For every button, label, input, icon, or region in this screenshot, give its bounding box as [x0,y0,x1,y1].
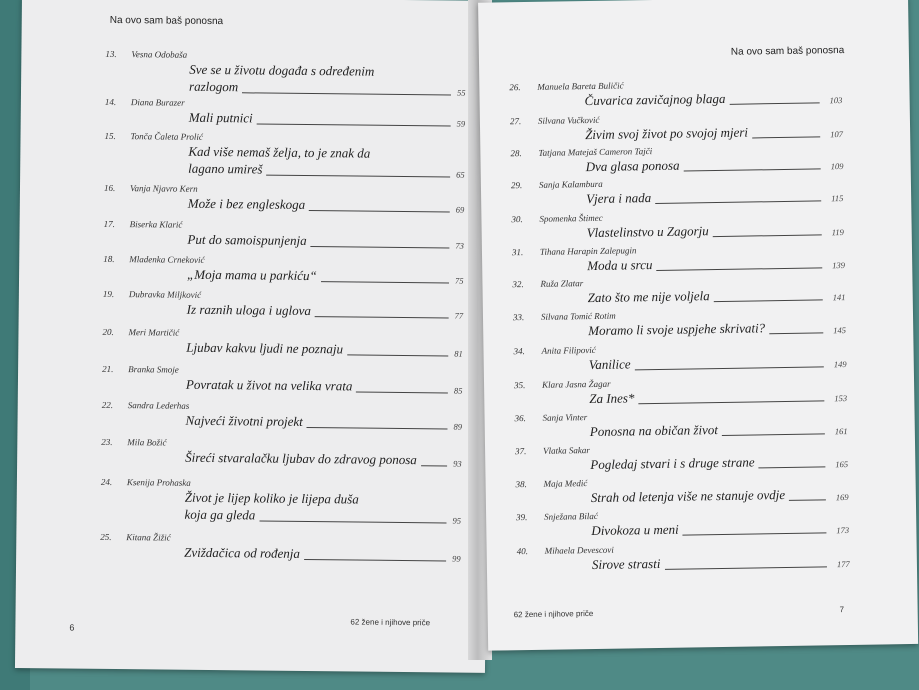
entry-author: Mladenka Crneković [129,254,205,265]
entry-page-number: 165 [835,458,849,470]
entry-page-number: 73 [455,240,464,251]
leader-line [769,332,823,334]
entry-page-number: 65 [456,169,465,180]
toc-entry [485,440,915,473]
toc-entry [485,407,915,440]
leader-line [655,200,821,204]
entry-page-number: 85 [453,385,463,396]
entry-title: Put do samoispunjenja [187,231,307,248]
running-header: Na ovo sam baš ponosna [109,14,224,28]
entry-number: 37. [515,446,527,457]
leader-line [682,532,826,535]
entry-number: 21. [102,363,114,374]
leader-line [304,559,446,561]
entry-page-number: 81 [454,348,463,359]
entry-author: Maja Medić [543,478,588,489]
entry-page-number: 93 [453,458,462,469]
leader-line [665,566,827,570]
toc-entry [483,306,913,339]
entry-number: 36. [514,413,526,424]
leader-line [638,400,824,404]
entry-page-number: 109 [830,161,844,172]
entry-title: Život je lijep koliko je lijepa duša [184,489,359,507]
entry-title: Iz raznih uloga i uglova [186,301,312,319]
leader-line [257,123,451,126]
entry-number: 23. [101,436,113,447]
toc-entry [486,473,916,506]
entry-page-number: 161 [834,426,848,437]
entry-title: Zato što me nije voljela [587,288,710,306]
toc-entry [16,531,486,564]
entry-author: Silvana Tomić Rotim [540,310,616,322]
entry-page-number: 99 [452,553,461,564]
toc-entry [484,374,914,407]
toc-entry [19,326,489,359]
entry-author: Anita Filipović [541,344,596,356]
entry-page-number: 75 [454,275,464,286]
entry-title: Pogledaj stvari i s druge strane [590,454,755,473]
entry-author: Mihaela Devescovi [544,544,614,556]
entry-author: Manuela Bareta Buličić [537,80,624,92]
entry-number: 39. [516,512,528,523]
toc-entry [21,48,491,98]
entry-number: 19. [102,288,115,299]
leader-line [321,281,449,283]
entry-author: Mila Božić [127,437,167,448]
entry-page-number: 141 [832,292,846,303]
entry-author: Vanja Njavro Kern [129,183,198,194]
leader-line [635,366,824,370]
running-header: Na ovo sam baš ponosna [730,45,845,58]
entry-title: Najveći životni projekt [185,412,303,429]
entry-number: 17. [103,218,115,229]
entry-page-number: 103 [829,95,843,106]
entry-number: 25. [100,531,112,542]
leader-line [730,102,820,104]
leader-line [242,92,451,95]
entry-title: Šireći stvaralačku ljubav do zdravog ponosa [185,449,417,468]
entry-author: Klara Jasna Žagar [541,378,611,390]
entry-title: Dva glasa ponosa [585,157,680,175]
entry-title: Vanilice [588,356,631,373]
leader-line [421,465,447,466]
leader-line [347,354,448,356]
entry-author: Meri Martičić [128,327,180,338]
entry-title: Mali putnici [188,109,253,126]
leader-line [714,299,823,302]
entry-author: Diana Burazer [130,97,185,108]
toc-entry [21,96,491,129]
entry-title: Kad više nemaš želja, to je znak da [188,143,371,161]
entry-number: 33. [512,312,525,323]
entry-page-number: 95 [452,515,462,526]
entry-title: Sve se u životu događa s određenim [189,61,375,79]
toc-entry [481,208,911,241]
entry-number: 40. [516,546,528,557]
entry-title: Sirove strasti [591,555,661,573]
entry-title: Ponosna na običan život [589,422,719,440]
entry-title: Može i bez engleskoga [187,195,306,212]
entry-page-number: 119 [831,227,844,238]
entry-number: 28. [510,148,522,159]
entry-author: Sandra Lederhas [127,400,190,411]
entry-title: Ljubav kakvu ljudi ne poznaju [186,339,344,357]
entry-title: Vjera i nada [586,190,652,207]
leader-line [789,499,826,501]
entry-author: Ksenija Prohaska [126,477,191,488]
toc-entry [20,218,490,251]
entry-author: Tonča Čaleta Prolić [130,131,203,142]
entry-author: Snježana Bilać [544,510,598,522]
entry-author: Kitana Žižić [126,532,171,543]
toc-entry [482,241,912,274]
entry-author: Dubravka Miljković [128,289,202,300]
entry-title: Povratak u život na velika vrata [185,376,353,394]
toc-entry [487,540,917,573]
entry-page-number: 89 [453,421,463,432]
entry-page-number: 59 [456,118,466,129]
leader-line [713,234,822,237]
entry-author: Ruža Zlatar [540,278,584,289]
entry-number: 30. [511,214,523,225]
toc-entry [20,182,490,215]
entry-number: 34. [513,346,525,357]
entry-title: Vlastelinstvo u Zagorju [586,223,709,241]
entry-author: Vesna Odobaša [131,49,188,60]
leader-line [306,427,447,429]
entry-number: 38. [515,479,527,490]
toc-entry [17,476,487,526]
entry-number: 24. [100,476,113,487]
entry-author: Tihana Harapin Zalepugin [539,245,637,257]
entry-author: Sanja Kalambura [538,178,603,190]
page-number: 7 [839,605,845,615]
entry-page-number: 153 [834,393,848,404]
entry-number: 20. [102,326,114,337]
toc-entry [19,288,489,321]
entry-number: 18. [103,253,115,264]
entry-page-number: 77 [454,310,464,321]
leader-line [752,136,820,138]
entry-title: Čuvarica zavičajnog blaga [584,90,726,109]
leader-line [758,466,825,468]
leader-line [684,168,821,171]
entry-title: Moramo li svoje uspjehe skrivati? [588,320,766,339]
toc-entry [481,174,911,207]
page-number: 6 [69,622,75,633]
entry-number: 35. [513,380,526,391]
entry-title: Živim svoj život po svojoj mjeri [585,124,749,143]
entry-number: 29. [510,180,523,191]
entry-title: Zviždačica od rođenja [184,544,301,561]
right-page [478,0,918,651]
leader-line [309,210,450,212]
entry-author: Vlatka Sakar [543,445,590,456]
entry-page-number: 139 [832,260,846,271]
running-footer: 62 žene i njihove priče [513,609,594,620]
toc-entry [17,436,487,469]
toc-entry [19,253,489,286]
entry-page-number: 177 [836,558,850,570]
entry-page-number: 145 [833,325,847,336]
leader-line [260,521,447,524]
running-footer: 62 žene i njihove priče [350,617,431,628]
leader-line [722,433,825,436]
toc-entry [479,76,909,109]
entry-number: 14. [104,96,117,107]
toc-entry [480,110,910,143]
leader-line [315,316,449,318]
toc-entry [21,130,491,180]
toc-entry [486,506,916,539]
entry-number: 31. [511,247,524,258]
entry-title: razlogom [188,78,239,95]
left-page [15,0,492,673]
entry-number: 15. [104,130,116,141]
entry-title: Za Ines* [589,390,635,407]
entry-number: 26. [509,82,521,93]
entry-author: Tatjana Matejaš Cameron Tajči [538,146,653,158]
entry-author: Biserka Klarić [129,219,183,230]
entry-page-number: 107 [830,129,843,140]
toc-entry [480,142,910,175]
entry-number: 32. [512,279,524,290]
entry-title: Divokoza u meni [591,521,679,539]
entry-number: 27. [509,116,522,127]
entry-author: Silvana Vučković [537,114,600,126]
toc-entry [18,399,488,432]
leader-line [356,392,448,394]
toc-entry [18,363,488,396]
entry-page-number: 115 [831,193,844,204]
entry-title: Strah od letenja više ne stanuje ovdje [590,486,786,506]
leader-line [656,267,822,271]
entry-title: koja ga gleda [184,506,256,523]
entry-author: Branka Smoje [128,364,179,375]
entry-author: Sanja Vinter [542,412,588,423]
toc-entry [483,340,913,373]
entry-page-number: 169 [835,491,849,503]
entry-title: lagano umireš [188,160,263,177]
entry-page-number: 173 [836,524,850,536]
toc-entry [482,273,912,306]
entry-number: 22. [101,399,114,410]
entry-page-number: 149 [833,359,847,370]
entry-number: 13. [105,48,117,59]
entry-title: Moda u srcu [587,257,653,274]
entry-number: 16. [103,182,116,193]
entry-page-number: 69 [455,204,465,215]
entry-title: „Moja mama u parkiću“ [187,266,317,284]
leader-line [310,246,449,248]
leader-line [266,175,450,178]
entry-author: Spomenka Štimec [539,212,603,224]
entry-page-number: 55 [456,87,466,98]
